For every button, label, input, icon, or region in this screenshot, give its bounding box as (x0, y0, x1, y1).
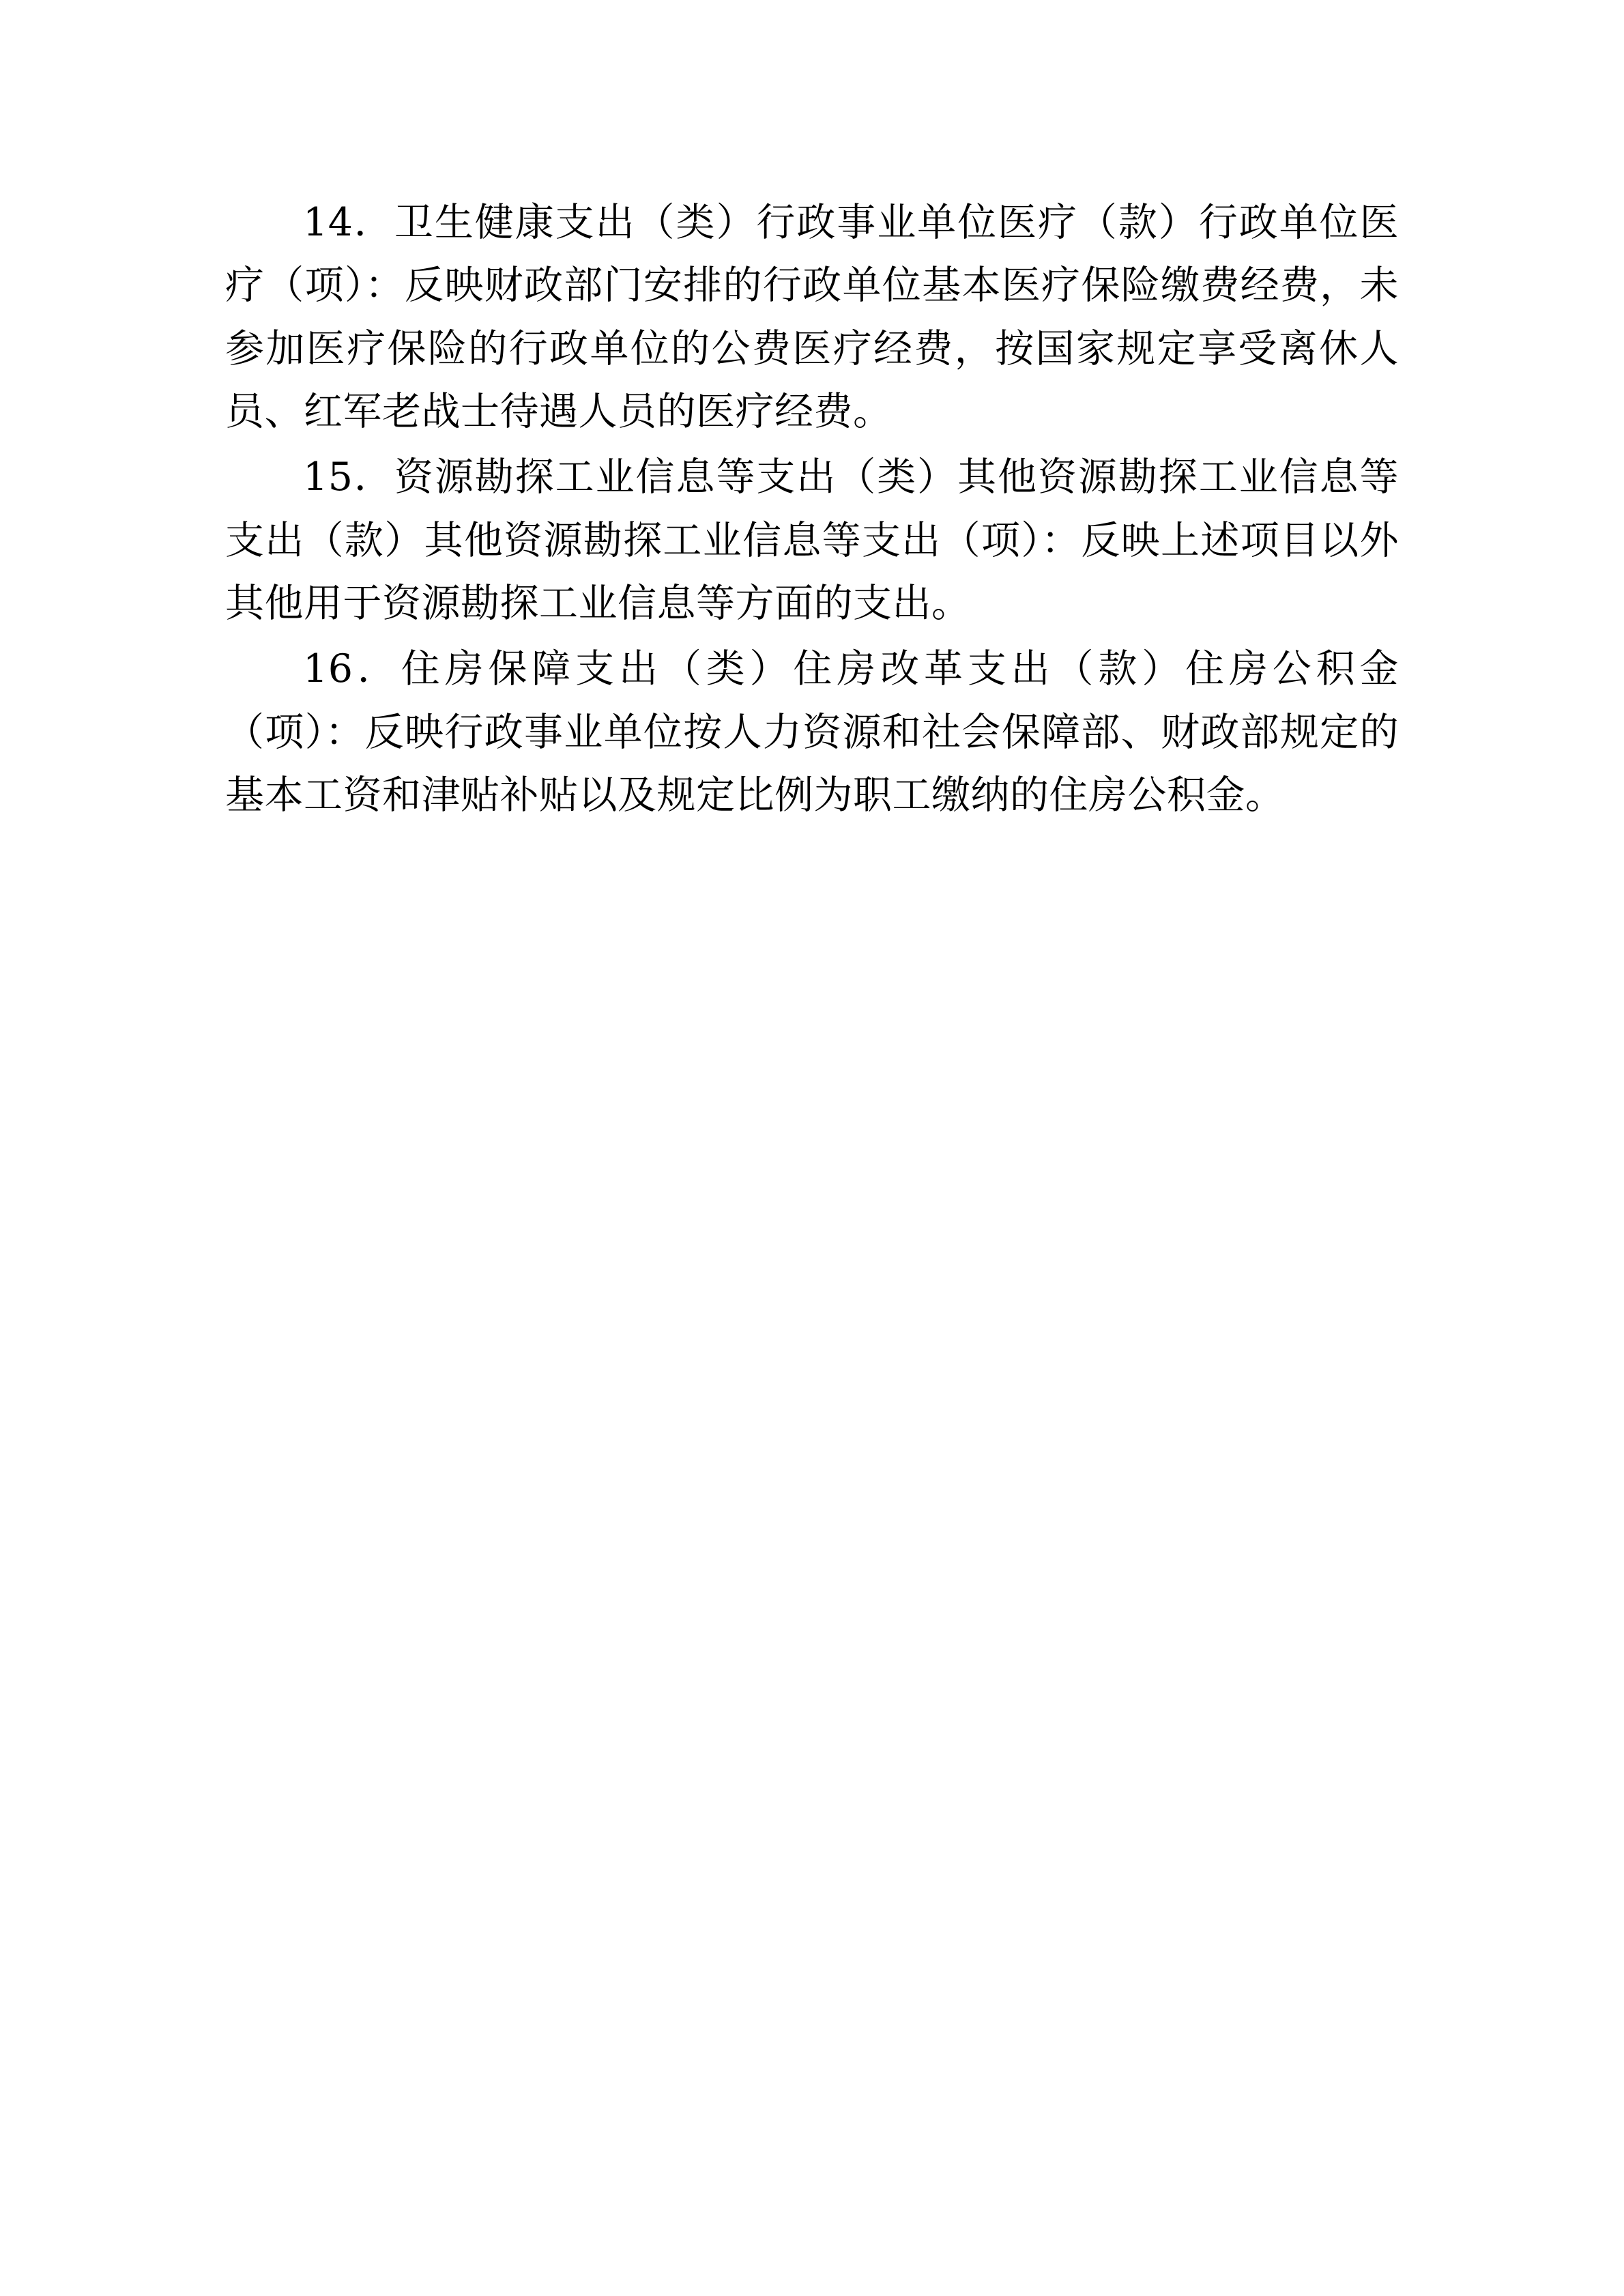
document-body (225, 191, 1399, 827)
paragraph-item-16: 16．住房保障支出（类）住房改革支出（款）住房公积金（项）：反映行政事业单位按人力资源和社会保障部、财政部规定的基本工资和津贴补贴以及规定比例为职工缴纳的住房公积金。 (225, 646, 1399, 818)
paragraph-item-15: 15．资源勘探工业信息等支出（类）其他资源勘探工业信息等支出（款）其他资源勘探工业信息等支出（项）：反映上述项目以外其他用于资源勘探工业信息等方面的支出。 (225, 455, 1399, 626)
paragraph-item-14: 14．卫生健康支出（类）行政事业单位医疗（款）行政单位医疗（项）：反映财政部门安排的行政单位基本医疗保险缴费经费，未参加医疗保险的行政单位的公费医疗经费，按国家规定享受离休人员、红军老战士待遇人员的医疗经费。 (225, 200, 1399, 434)
